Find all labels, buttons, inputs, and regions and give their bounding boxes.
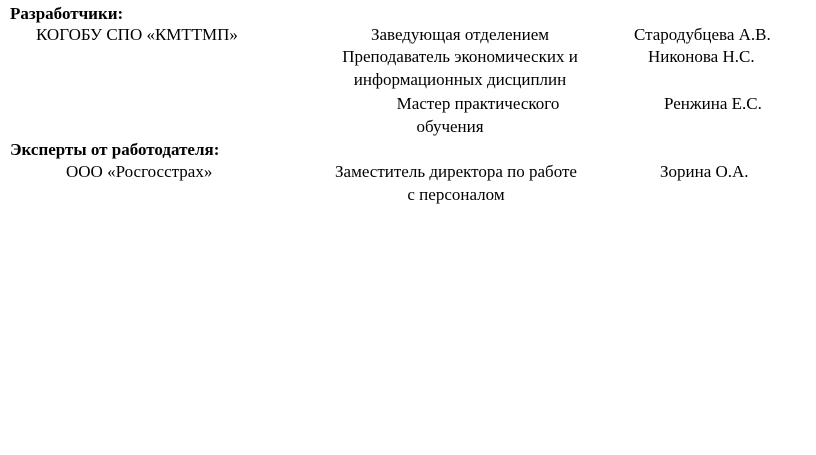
expert-name-1: Зорина О.А. bbox=[660, 162, 749, 181]
experts-organization: ООО «Росгосстрах» bbox=[66, 162, 213, 181]
developer-position-3-line2: обучения bbox=[416, 117, 484, 136]
expert-position-1-line1: Заместитель директора по работе bbox=[335, 162, 577, 181]
developer-position-3-line1: Мастер практического bbox=[396, 94, 560, 113]
developers-heading: Разработчики: bbox=[10, 4, 124, 23]
developer-name-2: Никонова Н.С. bbox=[648, 47, 755, 66]
developer-position-2-line2: информационных дисциплин bbox=[353, 70, 567, 89]
developer-name-1: Стародубцева А.В. bbox=[634, 25, 771, 44]
developer-name-3: Ренжина Е.С. bbox=[664, 94, 762, 113]
developers-organization: КОГОБУ СПО «КМТТМП» bbox=[36, 25, 238, 44]
developer-position-1-line1: Заведующая отделением bbox=[370, 25, 550, 44]
experts-heading: Эксперты от работодателя: bbox=[10, 140, 220, 159]
expert-position-1-line2: с персоналом bbox=[407, 185, 505, 204]
developer-position-2-line1: Преподаватель экономических и bbox=[342, 47, 578, 66]
